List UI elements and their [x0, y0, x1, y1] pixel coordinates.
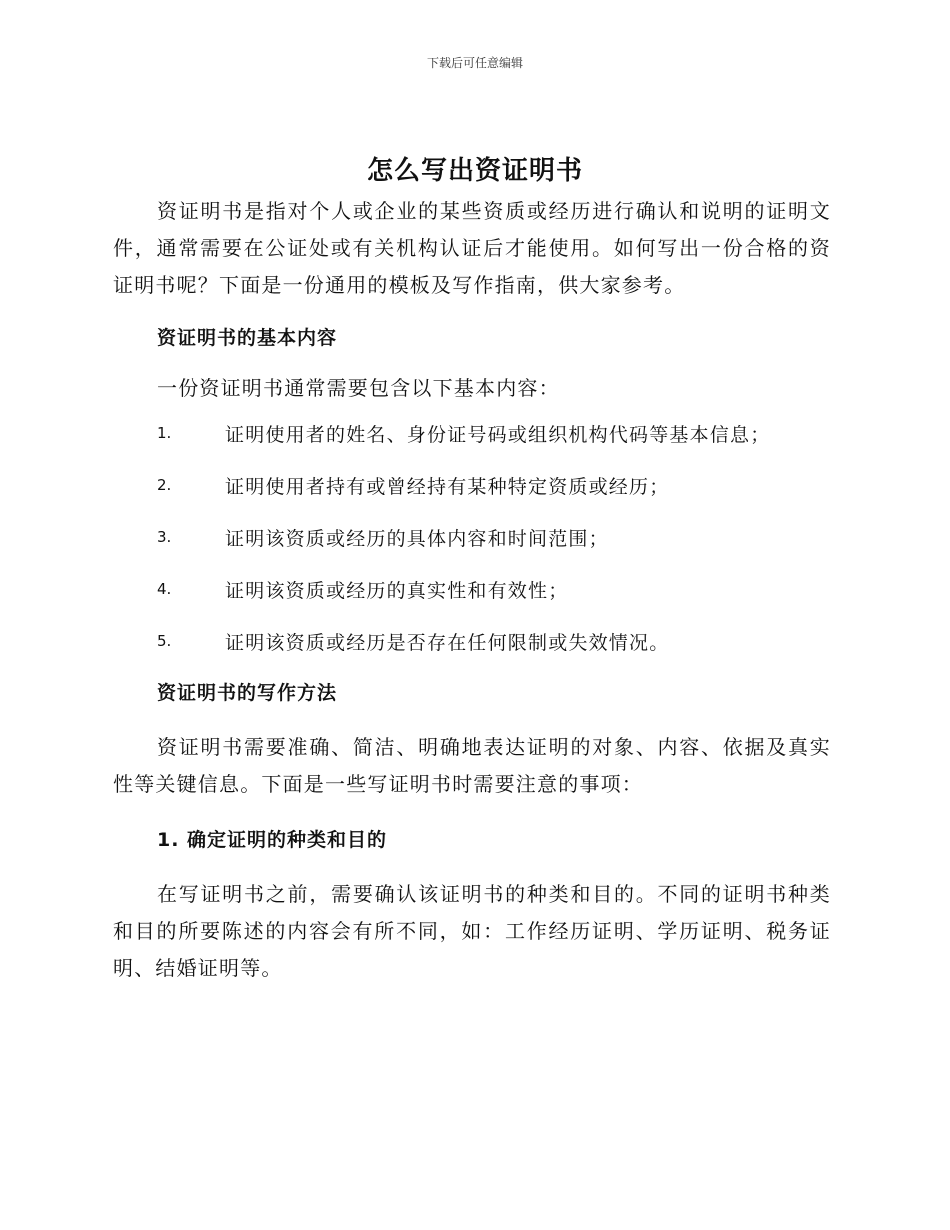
list-item	[113, 615, 831, 667]
type-purpose-paragraph: 在写证明书之前，需要确认该证明书的种类和目的。不同的证明书种类和目的所要陈述的内容会有所不同，如：工作经历证明、学历证明、税务证明、结婚证明等。	[113, 882, 831, 980]
list-item-text: 证明使用者的姓名、身份证号码或组织机构代码等基本信息；	[225, 423, 771, 446]
list-item-text: 证明该资质或经历的真实性和有效性；	[225, 579, 569, 602]
subsection-heading-type-purpose: 1. 确定证明的种类和目的	[157, 829, 388, 851]
section-heading-basic-content: 资证明书的基本内容	[157, 327, 338, 349]
list-item-text: 证明该资质或经历是否存在任何限制或失效情况。	[225, 631, 670, 654]
list-item-number: 5.	[157, 632, 172, 650]
list-item-number: 4.	[157, 580, 172, 598]
list-item	[113, 459, 831, 511]
content-list	[113, 407, 831, 667]
list-item	[113, 563, 831, 615]
document-body	[113, 193, 831, 987]
writing-method-paragraph: 资证明书需要准确、简洁、明确地表达证明的对象、内容、依据及真实性等关键信息。下面是一些写证明书时需要注意的事项：	[113, 735, 831, 796]
list-item-number: 1.	[157, 424, 172, 442]
section-intro: 一份资证明书通常需要包含以下基本内容：	[157, 376, 560, 400]
document-title: 怎么写出资证明书	[366, 156, 583, 186]
list-item-number: 3.	[157, 528, 172, 546]
list-item-number: 2.	[157, 476, 172, 494]
section-heading-writing-method: 资证明书的写作方法	[157, 682, 338, 704]
list-item-text: 证明该资质或经历的具体内容和时间范围；	[225, 527, 609, 550]
list-item	[113, 511, 831, 563]
list-item	[113, 407, 831, 459]
header-note: 下载后可任意编辑	[426, 56, 523, 70]
intro-paragraph: 资证明书是指对个人或企业的某些资质或经历进行确认和说明的证明文件，通常需要在公证处或有关机构认证后才能使用。如何写出一份合格的资证明书呢？下面是一份通用的模板及写作指南，供大家参考。	[113, 199, 831, 297]
list-item-text: 证明使用者持有或曾经持有某种特定资质或经历；	[225, 475, 670, 498]
